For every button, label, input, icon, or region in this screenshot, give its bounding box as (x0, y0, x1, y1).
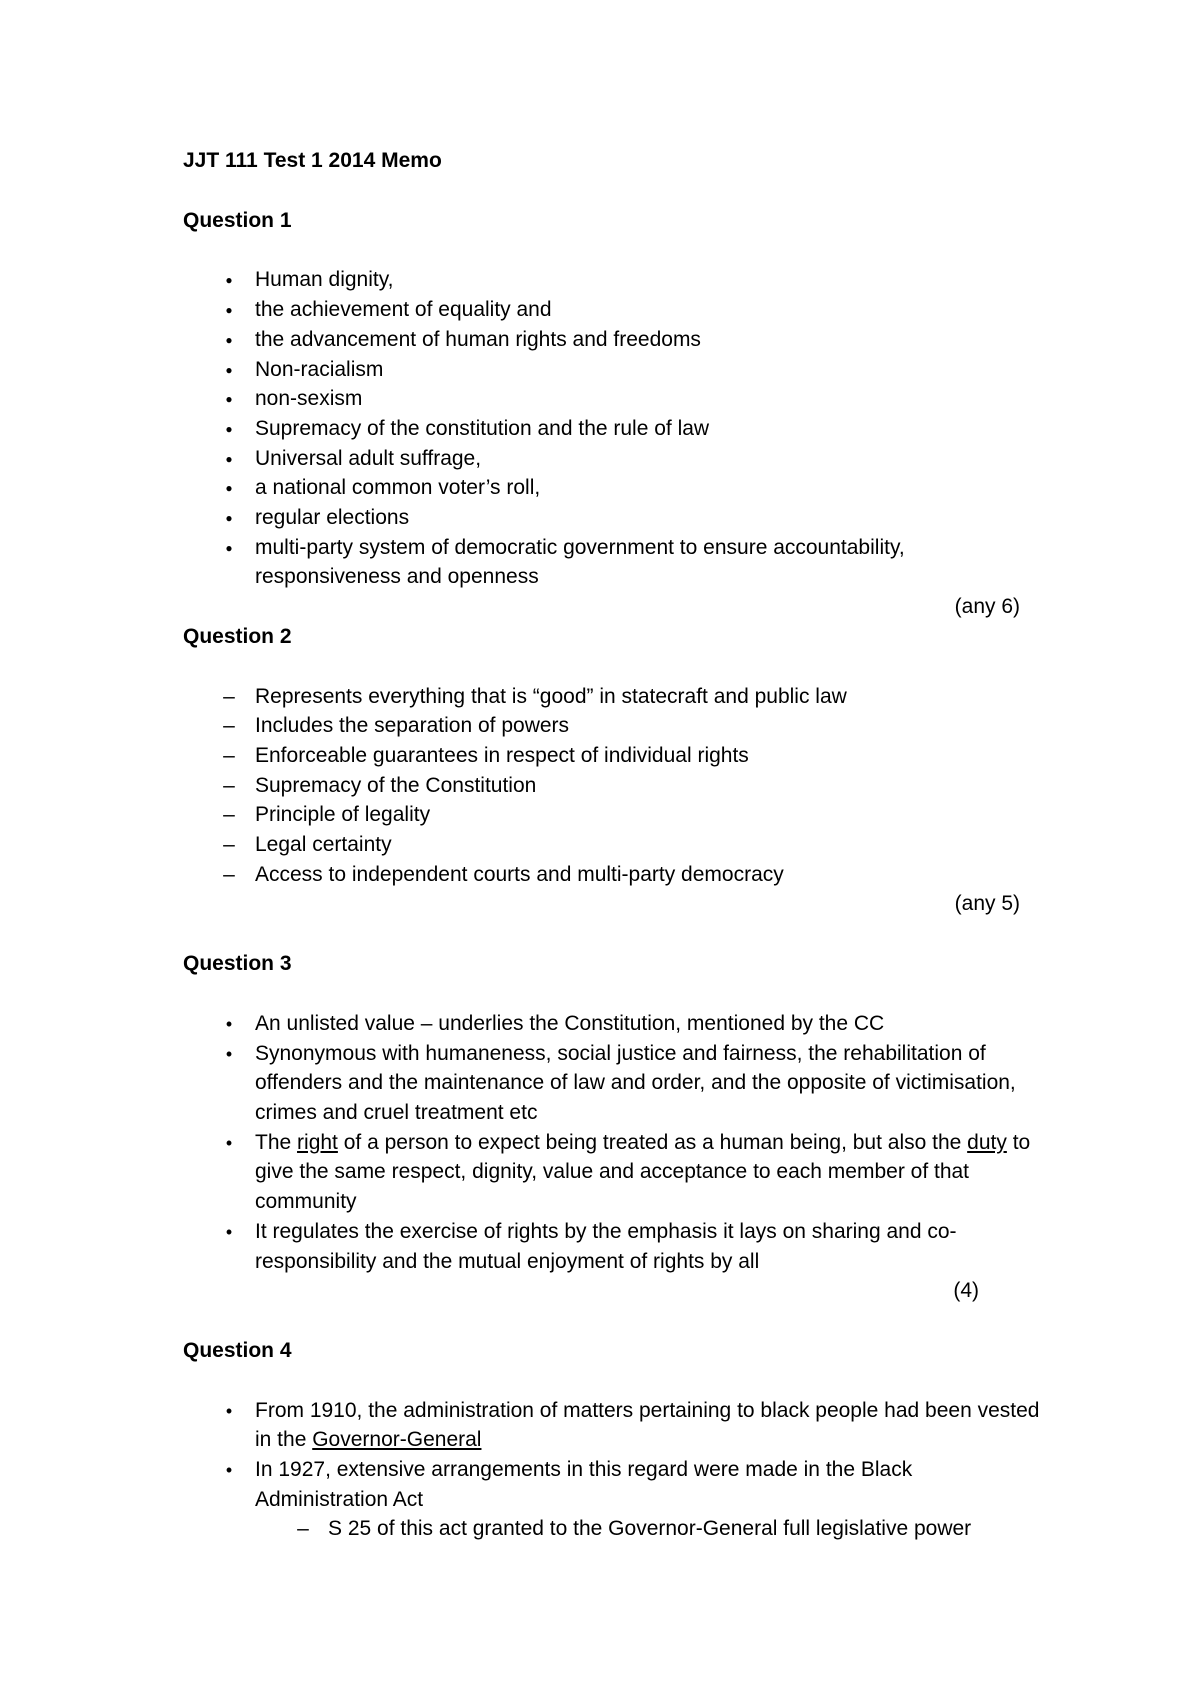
document-body (183, 146, 1043, 1544)
list-item: – Legal certainty (183, 830, 1043, 860)
list-item: ● a national common voter’s roll, (183, 473, 1043, 503)
bullet-icon (217, 355, 241, 388)
list-item: – Principle of legality (183, 800, 1043, 830)
question-4-heading: Question 4 (183, 1338, 292, 1362)
bullet-icon (217, 1039, 241, 1070)
question-1-marks: (any 6) (954, 595, 1020, 619)
dash-icon (217, 860, 241, 890)
question-3-heading: Question 3 (183, 952, 292, 976)
question-2-list (183, 682, 1043, 890)
question-4-list (183, 1396, 1043, 1545)
list-item: • From 1910, the administration of matters pertaining to black people had been vested in the Governor-General (183, 1396, 1043, 1455)
dash-icon (217, 682, 241, 712)
list-item: – Represents everything that is “good” in statecraft and public law (183, 682, 1043, 712)
bullet-icon (217, 414, 241, 447)
list-item: ● Human dignity, (183, 265, 1043, 295)
question-1 (183, 206, 1043, 622)
list-item: ● the achievement of equality and (183, 295, 1043, 325)
question-3-marks: (4) (953, 1279, 979, 1303)
dash-icon (217, 800, 241, 830)
dash-icon (217, 741, 241, 771)
bullet-icon (217, 1128, 241, 1159)
bullet-icon (217, 1009, 241, 1040)
question-2-heading: Question 2 (183, 624, 292, 648)
question-2-marks: (any 5) (954, 892, 1020, 916)
bullet-icon (217, 473, 241, 506)
bullet-icon (217, 533, 241, 566)
list-item: • The right of a person to expect being treated as a human being, but also the duty to give the same respect, dignity, value and acceptance to each member of that community (183, 1128, 1043, 1217)
bullet-icon (217, 384, 241, 417)
question-1-heading: Question 1 (183, 208, 292, 232)
list-item: • Synonymous with humaneness, social justice and fairness, the rehabilitation of offenders and the maintenance of law and order, and the opposite of victimisation, crimes and cruel treatment etc (183, 1039, 1043, 1128)
bullet-icon (217, 1396, 241, 1427)
dash-icon (217, 711, 241, 741)
list-item: ● Universal adult suffrage, (183, 444, 1043, 474)
bullet-icon (217, 444, 241, 477)
dash-icon (217, 771, 241, 801)
bullet-icon (217, 265, 241, 298)
list-item: ● multi-party system of democratic government to ensure accountability, responsiveness and openness (183, 533, 1043, 592)
question-3-list (183, 1009, 1043, 1276)
bullet-icon (217, 325, 241, 358)
list-item: ● Non-racialism (183, 355, 1043, 385)
list-item: • In 1927, extensive arrangements in this regard were made in the Black Administration Act (183, 1455, 1043, 1514)
question-1-list (183, 265, 1043, 592)
underlined-term-duty: duty (967, 1130, 1007, 1154)
list-item: ● regular elections (183, 503, 1043, 533)
question-4 (183, 1336, 1043, 1544)
bullet-icon (217, 1217, 241, 1248)
dash-icon (291, 1514, 315, 1544)
underlined-term-right: right (297, 1130, 338, 1154)
list-item: ● the advancement of human rights and freedoms (183, 325, 1043, 355)
document-title: JJT 111 Test 1 2014 Memo (183, 149, 442, 172)
list-item: ● non-sexism (183, 384, 1043, 414)
dash-icon (217, 830, 241, 860)
sub-list-item: – S 25 of this act granted to the Governor-General full legislative power (183, 1514, 1043, 1544)
question-3 (183, 949, 1043, 1306)
list-item: • An unlisted value – underlies the Constitution, mentioned by the CC (183, 1009, 1043, 1039)
list-item: – Supremacy of the Constitution (183, 771, 1043, 801)
bullet-icon (217, 503, 241, 536)
list-item: • It regulates the exercise of rights by the emphasis it lays on sharing and co-responsibility and the mutual enjoyment of rights by all (183, 1217, 1043, 1276)
list-item: ● Supremacy of the constitution and the rule of law (183, 414, 1043, 444)
bullet-icon (217, 295, 241, 328)
list-item: – Access to independent courts and multi-party democracy (183, 860, 1043, 890)
list-item: – Includes the separation of powers (183, 711, 1043, 741)
underlined-term-governor-general: Governor-General (312, 1428, 482, 1452)
bullet-icon (217, 1455, 241, 1486)
question-2 (183, 622, 1043, 919)
list-item: – Enforceable guarantees in respect of individual rights (183, 741, 1043, 771)
